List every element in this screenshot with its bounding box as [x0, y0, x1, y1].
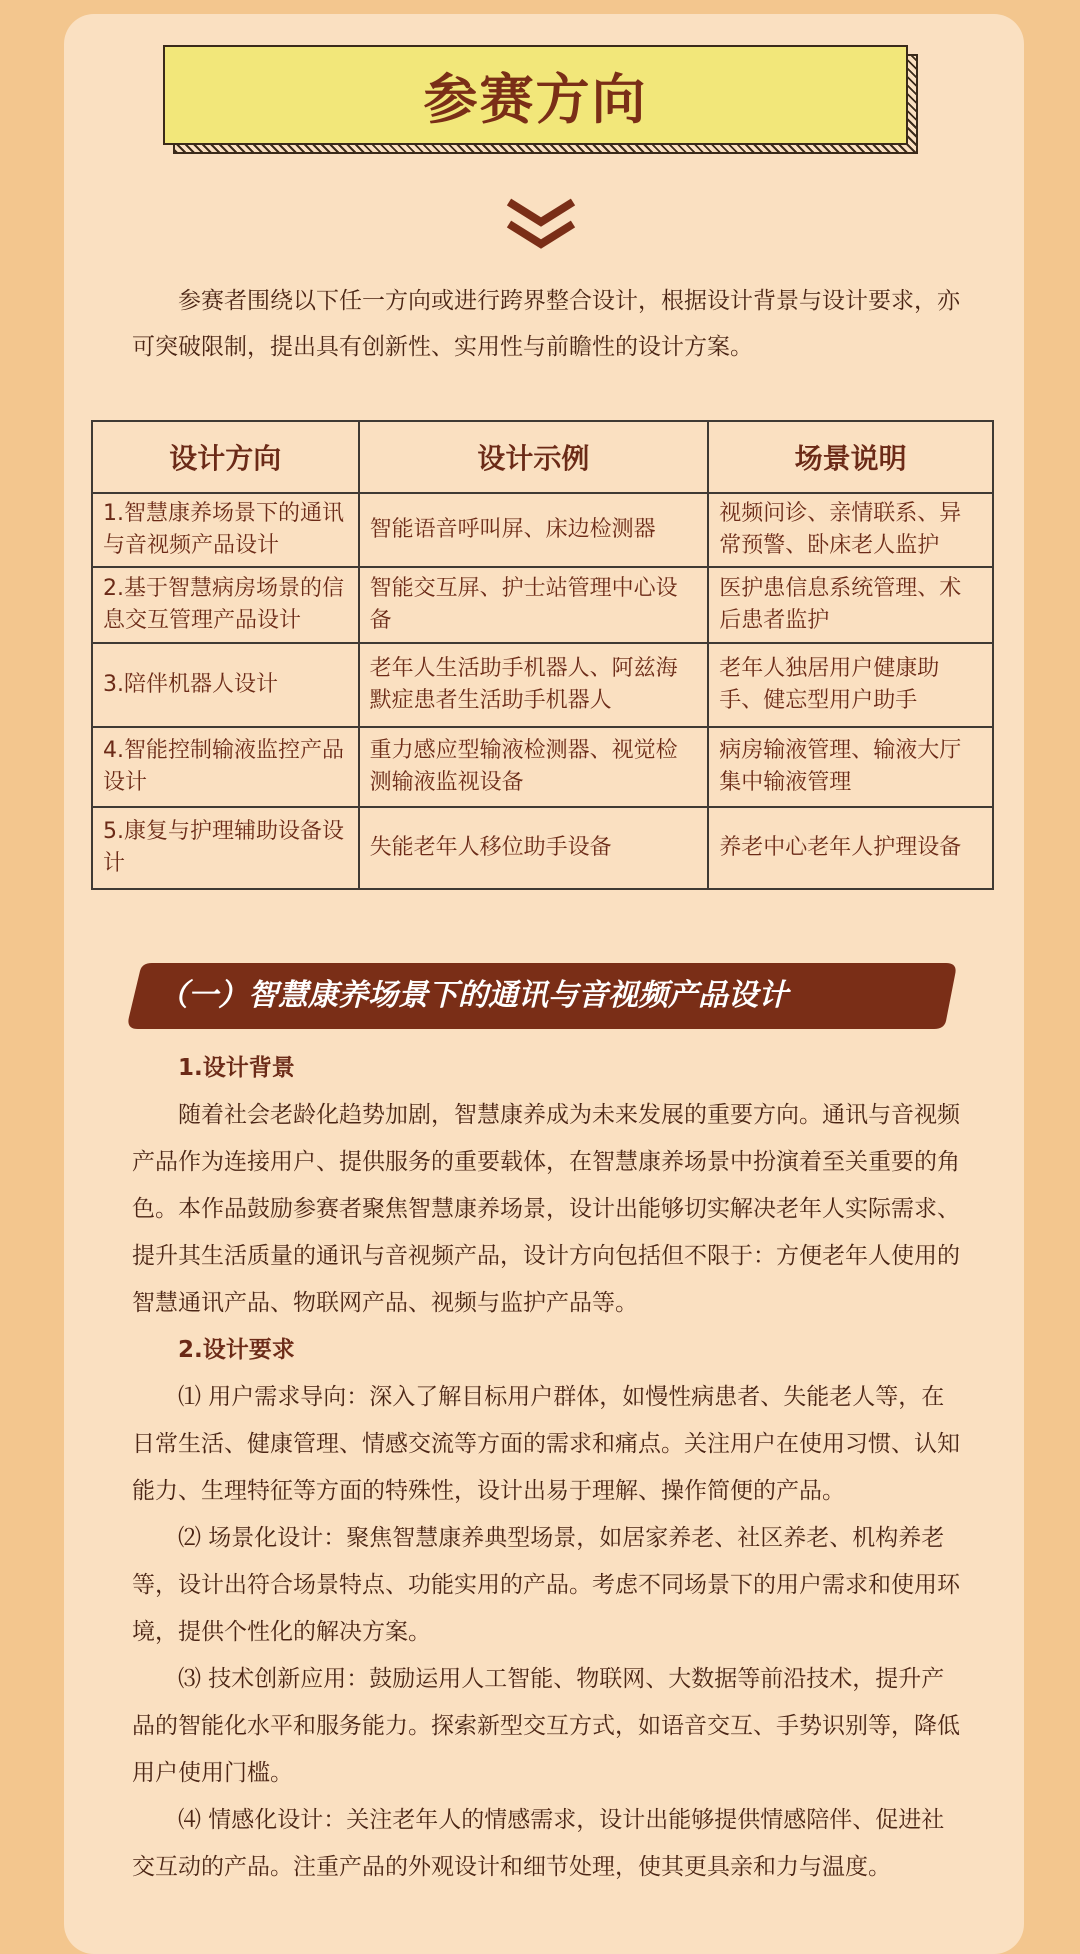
cell-example: 智能交互屏、护士站管理中心设备 — [359, 567, 709, 643]
requirement-item: ⑷ 情感化设计：关注老年人的情感需求，设计出能够提供情感陪伴、促进社交互动的产品。注重产品的外观设计和细节处理，使其更具亲和力与温度。 — [132, 1807, 945, 1880]
table-header-row — [92, 421, 993, 493]
directions-table — [91, 420, 994, 890]
double-chevron-down-icon — [505, 198, 577, 252]
cell-direction: 1.智慧康养场景下的通讯与音视频产品设计 — [92, 493, 359, 567]
table-row — [92, 567, 993, 643]
page-title: 参赛方向 — [163, 45, 908, 145]
cell-scene: 老年人独居用户健康助手、健忘型用户助手 — [708, 643, 993, 727]
cell-direction: 4.智能控制输液监控产品设计 — [92, 727, 359, 807]
header-scene: 场景说明 — [708, 421, 993, 493]
table-row — [92, 493, 993, 567]
requirements-heading: 2.设计要求 — [178, 1337, 295, 1363]
cell-scene: 病房输液管理、输液大厅集中输液管理 — [708, 727, 993, 807]
intro-paragraph: 参赛者围绕以下任一方向或进行跨界整合设计，根据设计背景与设计要求，亦可突破限制，提出具有创新性、实用性与前瞻性的设计方案。 — [132, 288, 960, 360]
cell-example: 智能语音呼叫屏、床边检测器 — [359, 493, 709, 567]
requirement-item: ⑶ 技术创新应用：鼓励运用人工智能、物联网、大数据等前沿技术，提升产品的智能化水平和服务能力。探索新型交互方式，如语音交互、手势识别等，降低用户使用门槛。 — [132, 1666, 960, 1786]
header-example: 设计示例 — [359, 421, 709, 493]
section-title: （一）智慧康养场景下的通讯与音视频产品设计 — [158, 978, 788, 1013]
header-direction: 设计方向 — [92, 421, 359, 493]
cell-scene: 医护患信息系统管理、术后患者监护 — [708, 567, 993, 643]
cell-scene: 视频问诊、亲情联系、异常预警、卧床老人监护 — [708, 493, 993, 567]
background-heading: 1.设计背景 — [178, 1055, 295, 1081]
background-paragraph: 随着社会老龄化趋势加剧，智慧康养成为未来发展的重要方向。通讯与音视频产品作为连接用户、提供服务的重要载体，在智慧康养场景中扮演着至关重要的角色。本作品鼓励参赛者聚焦智慧康养场景，设计出能够切实解决老年人实际需求、提升其生活质量的通讯与音视频产品，设计方向包括但不限于：方便老年人使用的智慧通讯产品、物联网产品、视频与监护产品等。 — [132, 1102, 960, 1316]
cell-example: 重力感应型输液检测器、视觉检测输液监视设备 — [359, 727, 709, 807]
cell-example: 失能老年人移位助手设备 — [359, 807, 709, 889]
cell-example: 老年人生活助手机器人、阿兹海默症患者生活助手机器人 — [359, 643, 709, 727]
requirement-item: ⑴ 用户需求导向：深入了解目标用户群体，如慢性病患者、失能老人等，在日常生活、健康管理、情感交流等方面的需求和痛点。关注用户在使用习惯、认知能力、生理特征等方面的特殊性，设计出易于理解、操作简便的产品。 — [132, 1384, 960, 1504]
cell-direction: 2.基于智慧病房场景的信息交互管理产品设计 — [92, 567, 359, 643]
title-block — [163, 45, 908, 145]
cell-direction: 5.康复与护理辅助设备设计 — [92, 807, 359, 889]
table-row — [92, 643, 993, 727]
cell-scene: 养老中心老年人护理设备 — [708, 807, 993, 889]
table-row — [92, 807, 993, 889]
cell-direction: 3.陪伴机器人设计 — [92, 643, 359, 727]
section-body — [132, 1045, 962, 1891]
requirement-item: ⑵ 场景化设计：聚焦智慧康养典型场景，如居家养老、社区养老、机构养老等，设计出符合场景特点、功能实用的产品。考虑不同场景下的用户需求和使用环境，提供个性化的解决方案。 — [132, 1525, 960, 1645]
table-row — [92, 727, 993, 807]
section-banner — [128, 963, 956, 1029]
